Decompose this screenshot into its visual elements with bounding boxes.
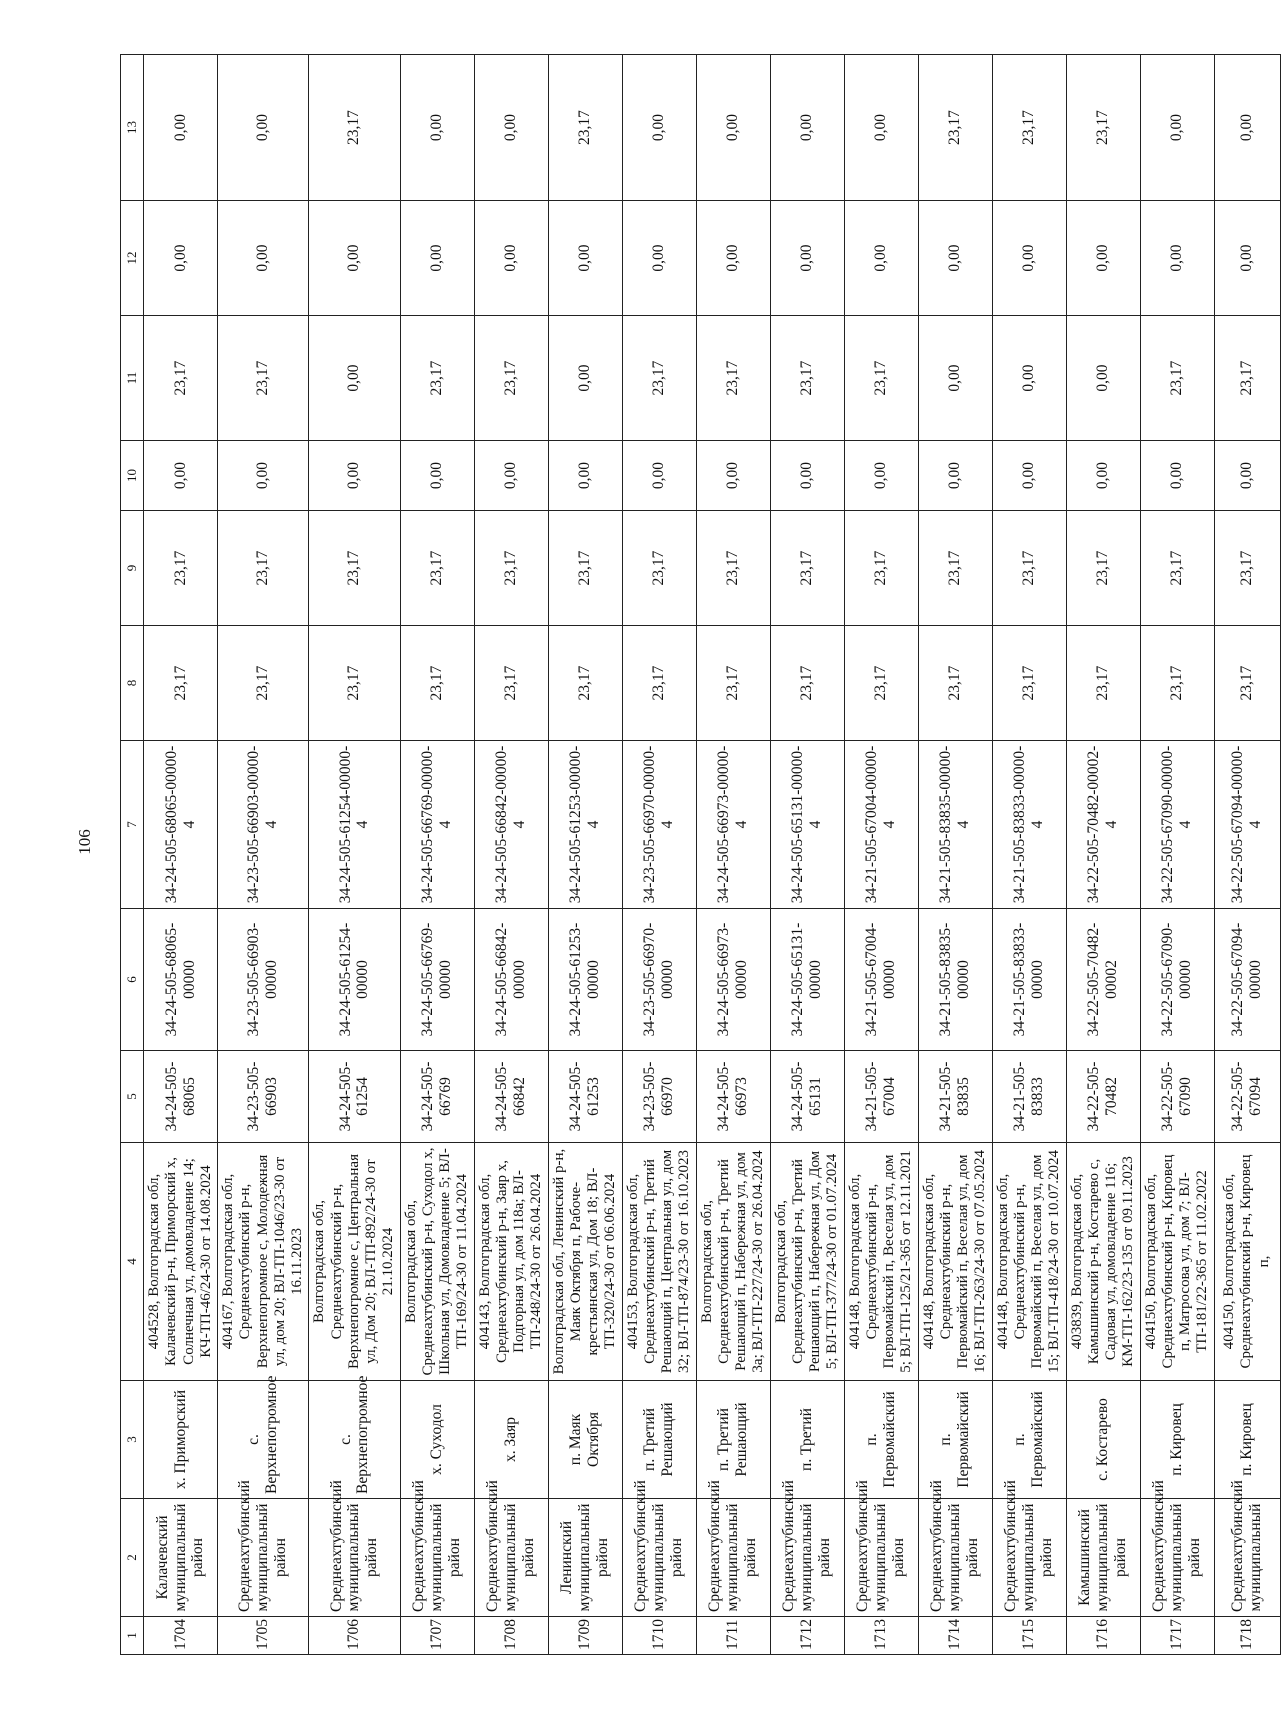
address-cell: 404143, Волгоградская обл, Среднеахтубинский р-н, Заяр х, Подгорная ул, дом 118а; ВЛ-ТП-248/24-30 от 26.04.2024 [474,1143,548,1381]
value-cell: 0,00 [918,441,992,511]
code-cell: 34-22-505-67090 [1140,1051,1214,1143]
value-cell: 0,00 [1214,441,1280,511]
code-cell: 34-24-505-61253 [548,1051,622,1143]
code-cell: 34-21-505-83833 [992,1051,1066,1143]
value-cell: 23,17 [770,316,844,441]
code-cell: 34-22-505-67094 [1214,1051,1280,1143]
column-number: 2 [121,1499,144,1617]
column-number: 3 [121,1381,144,1499]
value-cell: 0,00 [622,441,696,511]
value-cell: 0,00 [400,441,474,511]
value-cell: 0,00 [309,316,400,441]
code-cell: 34-24-505-68065 [144,1051,218,1143]
value-cell: 0,00 [218,441,309,511]
settlement-cell: с. Верхнепогромное [218,1381,309,1499]
column-number-row [121,55,144,1655]
address-cell: Волгоградская обл, Среднеахтубинский р-н, Верхнепогромное с, Центральная ул, Дом 20; ВЛ-ТП-892/24-30 от 21.10.2024 [309,1143,400,1381]
code-cell: 34-22-505-70482 [1066,1051,1140,1143]
row-number-cell: 1709 [548,1617,622,1655]
column-number: 10 [121,441,144,511]
code-cell: 34-24-505-66769 [400,1051,474,1143]
value-cell: 23,17 [992,511,1066,626]
value-cell: 0,00 [992,201,1066,316]
value-cell: 23,17 [844,316,918,441]
row-number-cell: 1705 [218,1617,309,1655]
table-row [400,55,474,1655]
value-cell: 0,00 [1214,201,1280,316]
full-id-cell: 34-24-505-61253-00000-4 [548,741,622,909]
value-cell: 23,17 [918,511,992,626]
settlement-cell: п. Маяк Октября [548,1381,622,1499]
full-id-cell: 34-22-505-67094-00000-4 [1214,741,1280,909]
value-cell: 23,17 [474,626,548,741]
value-cell: 0,00 [218,201,309,316]
value-cell: 23,17 [1066,55,1140,201]
row-number-cell: 1704 [144,1617,218,1655]
full-id-cell: 34-22-505-70482-00002-4 [1066,741,1140,909]
value-cell: 0,00 [1140,55,1214,201]
value-cell: 23,17 [474,316,548,441]
code-cell: 34-24-505-66973 [696,1051,770,1143]
value-cell: 23,17 [622,316,696,441]
settlement-cell: с. Верхнепогромное [309,1381,400,1499]
full-id-cell: 34-22-505-67090-00000-4 [1140,741,1214,909]
value-cell: 0,00 [696,201,770,316]
page-number: 106 [75,829,94,855]
code-cell: 34-21-505-67004 [844,1051,918,1143]
full-id-cell: 34-23-505-66903-00000-4 [218,741,309,909]
row-number-cell: 1718 [1214,1617,1280,1655]
column-number: 11 [121,316,144,441]
address-cell: Волгоградская обл, Ленинский р-н, Маяк Октября п, Рабоче-крестьянская ул, Дом 18; ВЛ-ТП-320/24-30 от 06.06.2024 [548,1143,622,1381]
table-row [218,55,309,1655]
district-cell: Среднеахтубинский муниципальный район [622,1499,696,1617]
value-cell: 0,00 [309,441,400,511]
code-cell: 34-21-505-83835 [918,1051,992,1143]
data-table [120,54,1281,1655]
district-cell: Среднеахтубинский муниципальный район [844,1499,918,1617]
code-cell: 34-23-505-66970 [622,1051,696,1143]
full-id-cell: 34-24-505-65131-00000-4 [770,741,844,909]
value-cell: 0,00 [918,316,992,441]
settlement-cell: х. Приморский [144,1381,218,1499]
value-cell: 23,17 [144,626,218,741]
table-row [144,55,218,1655]
value-cell: 23,17 [1214,316,1280,441]
table-row [309,55,400,1655]
id-cell: 34-24-505-66769-00000 [400,909,474,1051]
id-cell: 34-24-505-68065-00000 [144,909,218,1051]
address-cell: 404150, Волгоградская обл, Среднеахтубинский р-н, Кировец п, [1214,1143,1280,1381]
table-row [770,55,844,1655]
table-row [474,55,548,1655]
row-number-cell: 1712 [770,1617,844,1655]
full-id-cell: 34-21-505-83835-00000-4 [918,741,992,909]
table-row [622,55,696,1655]
column-number: 8 [121,626,144,741]
value-cell: 0,00 [474,441,548,511]
settlement-cell: п. Третий [770,1381,844,1499]
code-cell: 34-24-505-65131 [770,1051,844,1143]
district-cell: Ленинский муниципальный район [548,1499,622,1617]
value-cell: 23,17 [770,626,844,741]
value-cell: 23,17 [1214,511,1280,626]
full-id-cell: 34-24-505-66842-00000-4 [474,741,548,909]
code-cell: 34-24-505-66842 [474,1051,548,1143]
id-cell: 34-23-505-66903-00000 [218,909,309,1051]
table-row [696,55,770,1655]
value-cell: 0,00 [1066,441,1140,511]
value-cell: 0,00 [309,201,400,316]
value-cell: 0,00 [622,55,696,201]
row-number-cell: 1716 [1066,1617,1140,1655]
settlement-cell: п. Кировец [1140,1381,1214,1499]
district-cell: Среднеахтубинский муниципальный район [918,1499,992,1617]
value-cell: 0,00 [844,441,918,511]
id-cell: 34-21-505-67004-00000 [844,909,918,1051]
address-cell: 404148, Волгоградская обл, Среднеахтубинский р-н, Первомайский п, Веселая ул, дом 16; ВЛ-ТП-263/24-30 от 07.05.2024 [918,1143,992,1381]
address-cell: Волгоградская обл, Среднеахтубинский р-н, Третий Решающий п, Набережная ул, дом 3а; ВЛ-ТП-227/24-30 от 26.04.2024 [696,1143,770,1381]
value-cell: 23,17 [992,55,1066,201]
value-cell: 0,00 [1066,316,1140,441]
value-cell: 23,17 [622,511,696,626]
value-cell: 0,00 [622,201,696,316]
district-cell: Среднеахтубинский муниципальный район [696,1499,770,1617]
value-cell: 23,17 [844,626,918,741]
full-id-cell: 34-24-505-66973-00000-4 [696,741,770,909]
id-cell: 34-22-505-67094-00000 [1214,909,1280,1051]
row-number-cell: 1715 [992,1617,1066,1655]
column-number: 5 [121,1051,144,1143]
settlement-cell: п. Третий Решающий [622,1381,696,1499]
row-number-cell: 1708 [474,1617,548,1655]
district-cell: Среднеахтубинский муниципальный район [309,1499,400,1617]
column-number: 4 [121,1143,144,1381]
id-cell: 34-24-505-61254-00000 [309,909,400,1051]
settlement-cell: с. Костарево [1066,1381,1140,1499]
value-cell: 0,00 [770,201,844,316]
value-cell: 0,00 [992,441,1066,511]
address-cell: Волгоградская обл, Среднеахтубинский р-н, Третий Решающий п, Набережная ул, Дом 5; ВЛ-ТП-377/24-30 от 01.07.2024 [770,1143,844,1381]
value-cell: 0,00 [696,441,770,511]
id-cell: 34-24-505-66973-00000 [696,909,770,1051]
value-cell: 23,17 [218,626,309,741]
code-cell: 34-24-505-61254 [309,1051,400,1143]
value-cell: 23,17 [400,511,474,626]
value-cell: 23,17 [696,511,770,626]
address-cell: 404528, Волгоградская обл, Калачевский р-н, Приморский х, Солнечная ул, домовладение 14; КЧ-ТП-46/24-30 от 14.08.2024 [144,1143,218,1381]
value-cell: 0,00 [400,55,474,201]
full-id-cell: 34-24-505-66769-00000-4 [400,741,474,909]
row-number-cell: 1711 [696,1617,770,1655]
address-cell: 404153, Волгоградская обл, Среднеахтубинский р-н, Третий Решающий п, Центральная ул, дом 32; ВЛ-ТП-874/23-30 от 16.10.2023 [622,1143,696,1381]
value-cell: 23,17 [918,626,992,741]
value-cell: 23,17 [696,316,770,441]
address-cell: 403839, Волгоградская обл, Камышинский р-н, Костарево с, Садовая ул, домовладение 116; КМ-ТП-162/23-135 от 09.11.2023 [1066,1143,1140,1381]
full-id-cell: 34-21-505-67004-00000-4 [844,741,918,909]
id-cell: 34-23-505-66970-00000 [622,909,696,1051]
id-cell: 34-21-505-83835-00000 [918,909,992,1051]
row-number-cell: 1710 [622,1617,696,1655]
value-cell: 0,00 [1140,441,1214,511]
value-cell: 23,17 [696,626,770,741]
value-cell: 23,17 [548,55,622,201]
value-cell: 0,00 [548,201,622,316]
value-cell: 23,17 [548,626,622,741]
value-cell: 23,17 [918,55,992,201]
column-number: 12 [121,201,144,316]
table-row [1140,55,1214,1655]
value-cell: 0,00 [992,316,1066,441]
value-cell: 0,00 [548,441,622,511]
address-cell: 404150, Волгоградская обл, Среднеахтубинский р-н, Кировец п, Матросова ул, дом 7; ВЛ-ТП-181/22-365 от 11.02.2022 [1140,1143,1214,1381]
district-cell: Среднеахтубинский муниципальный район [992,1499,1066,1617]
value-cell: 23,17 [400,316,474,441]
full-id-cell: 34-21-505-83833-00000-4 [992,741,1066,909]
district-cell: Калачевский муниципальный район [144,1499,218,1617]
value-cell: 0,00 [918,201,992,316]
table-row [844,55,918,1655]
row-number-cell: 1713 [844,1617,918,1655]
settlement-cell: х. Заяр [474,1381,548,1499]
value-cell: 0,00 [1214,55,1280,201]
value-cell: 0,00 [1066,201,1140,316]
settlement-cell: п. Первомайский [844,1381,918,1499]
table-row [992,55,1066,1655]
id-cell: 34-21-505-83833-00000 [992,909,1066,1051]
value-cell: 23,17 [844,511,918,626]
row-number-cell: 1717 [1140,1617,1214,1655]
value-cell: 23,17 [622,626,696,741]
settlement-cell: х. Суходол [400,1381,474,1499]
value-cell: 0,00 [144,55,218,201]
value-cell: 23,17 [548,511,622,626]
value-cell: 23,17 [992,626,1066,741]
value-cell: 0,00 [1140,201,1214,316]
district-cell: Среднеахтубинский муниципальный [1214,1499,1280,1617]
value-cell: 23,17 [770,511,844,626]
row-number-cell: 1707 [400,1617,474,1655]
row-number-cell: 1714 [918,1617,992,1655]
value-cell: 23,17 [218,316,309,441]
value-cell: 0,00 [144,441,218,511]
id-cell: 34-24-505-65131-00000 [770,909,844,1051]
rotated-table-container [120,55,1272,1655]
column-number: 7 [121,741,144,909]
code-cell: 34-23-505-66903 [218,1051,309,1143]
full-id-cell: 34-23-505-66970-00000-4 [622,741,696,909]
value-cell: 0,00 [218,55,309,201]
settlement-cell: п. Первомайский [992,1381,1066,1499]
value-cell: 23,17 [309,511,400,626]
district-cell: Среднеахтубинский муниципальный район [474,1499,548,1617]
value-cell: 0,00 [844,201,918,316]
value-cell: 23,17 [218,511,309,626]
value-cell: 0,00 [474,201,548,316]
value-cell: 23,17 [400,626,474,741]
address-cell: 404148, Волгоградская обл, Среднеахтубинский р-н, Первомайский п, Веселая ул, дом 5; ВЛ-ТП-125/21-365 от 12.11.2021 [844,1143,918,1381]
column-number: 13 [121,55,144,201]
district-cell: Среднеахтубинский муниципальный район [400,1499,474,1617]
id-cell: 34-24-505-66842-00000 [474,909,548,1051]
settlement-cell: п. Кировец [1214,1381,1280,1499]
value-cell: 23,17 [309,55,400,201]
value-cell: 23,17 [144,511,218,626]
address-cell: 404167, Волгоградская обл, Среднеахтубинский р-н, Верхнепогромное с, Молодежная ул, дом 20; ВЛ-ТП-1046/23-30 от 16.11.2023 [218,1143,309,1381]
value-cell: 23,17 [144,316,218,441]
value-cell: 0,00 [770,55,844,201]
value-cell: 23,17 [1066,626,1140,741]
column-number: 9 [121,511,144,626]
value-cell: 0,00 [474,55,548,201]
table-row [548,55,622,1655]
table-body [144,55,1281,1655]
table-row [1214,55,1280,1655]
settlement-cell: п. Первомайский [918,1381,992,1499]
value-cell: 23,17 [474,511,548,626]
district-cell: Среднеахтубинский муниципальный район [1140,1499,1214,1617]
table-row [918,55,992,1655]
district-cell: Камышинский муниципальный район [1066,1499,1140,1617]
value-cell: 0,00 [400,201,474,316]
value-cell: 23,17 [309,626,400,741]
id-cell: 34-22-505-67090-00000 [1140,909,1214,1051]
id-cell: 34-24-505-61253-00000 [548,909,622,1051]
row-number-cell: 1706 [309,1617,400,1655]
value-cell: 23,17 [1066,511,1140,626]
value-cell: 0,00 [844,55,918,201]
value-cell: 23,17 [1140,316,1214,441]
value-cell: 0,00 [144,201,218,316]
full-id-cell: 34-24-505-68065-00000-4 [144,741,218,909]
value-cell: 0,00 [696,55,770,201]
column-number: 6 [121,909,144,1051]
settlement-cell: п. Третий Решающий [696,1381,770,1499]
value-cell: 23,17 [1140,511,1214,626]
id-cell: 34-22-505-70482-00002 [1066,909,1140,1051]
address-cell: 404148, Волгоградская обл, Среднеахтубинский р-н, Первомайский п, Веселая ул, дом 15; ВЛ-ТП-418/24-30 от 10.07.2024 [992,1143,1066,1381]
table-row [1066,55,1140,1655]
value-cell: 23,17 [1140,626,1214,741]
district-cell: Среднеахтубинский муниципальный район [218,1499,309,1617]
value-cell: 23,17 [1214,626,1280,741]
full-id-cell: 34-24-505-61254-00000-4 [309,741,400,909]
value-cell: 0,00 [548,316,622,441]
address-cell: Волгоградская обл, Среднеахтубинский р-н, Суходол х, Школьная ул, Домовладение 5; ВЛ-ТП-169/24-30 от 11.04.2024 [400,1143,474,1381]
value-cell: 0,00 [770,441,844,511]
column-number: 1 [121,1617,144,1655]
district-cell: Среднеахтубинский муниципальный район [770,1499,844,1617]
